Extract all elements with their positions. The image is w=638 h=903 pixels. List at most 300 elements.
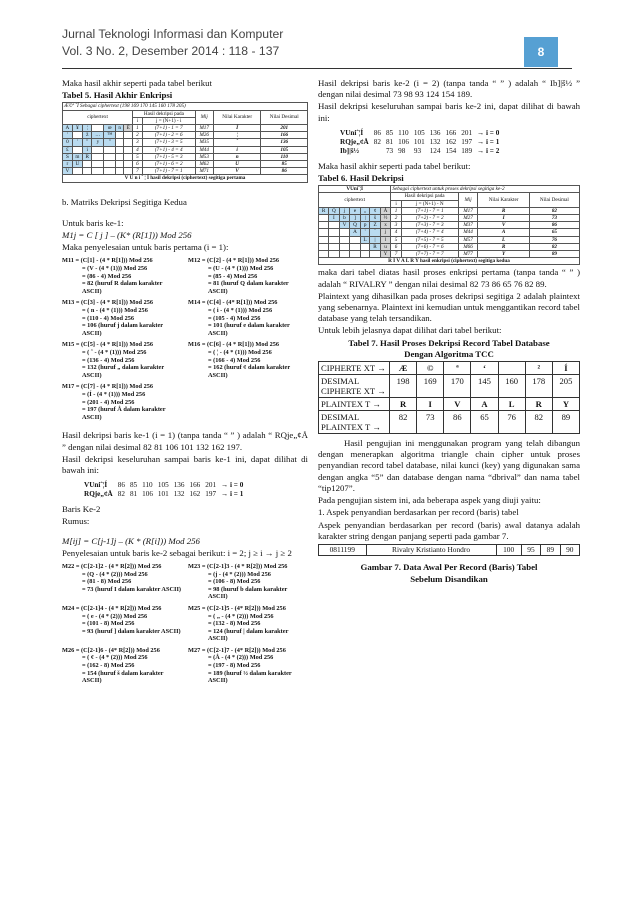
table-cell: R bbox=[525, 398, 552, 411]
sequence-cell: → i = 1 bbox=[477, 137, 500, 146]
table-cell: " bbox=[83, 139, 92, 146]
table-cell: (7+1) - 4 = 4 bbox=[142, 146, 195, 153]
table-cell: 1 bbox=[133, 125, 143, 132]
table6-head-desimal: Nilai Desimal bbox=[529, 193, 579, 207]
table6-title: Tabel 6. Hasil Dekripsi bbox=[318, 173, 404, 184]
equation-line: = 189 (huruf ½ dalam karakter ASCII) bbox=[208, 669, 292, 685]
table-cell bbox=[116, 146, 124, 153]
table-row bbox=[319, 215, 580, 222]
table-cell: r bbox=[63, 161, 73, 168]
sequence-cell: 85 bbox=[385, 128, 394, 137]
table-row bbox=[319, 362, 580, 375]
table6-head-hasil: Hasil dekripsi pada bbox=[391, 193, 458, 200]
table-cell bbox=[116, 132, 124, 139]
row1-text: Maka penyelesaian untuk baris pertama (i = 1): bbox=[62, 242, 229, 253]
table-cell: 82 bbox=[529, 207, 579, 214]
table-cell: 3 bbox=[391, 222, 401, 229]
sequence-cell: 98 bbox=[398, 146, 406, 155]
equation-line: M25 = (C[2-1]5 - (4* R[2])) Mod 256 bbox=[188, 604, 286, 612]
table-row bbox=[319, 411, 580, 434]
sequence-cell: 106 bbox=[142, 490, 153, 499]
sequence-cell: 136 bbox=[173, 481, 185, 490]
table-cell: 4 bbox=[133, 146, 143, 153]
table-cell: | bbox=[360, 215, 370, 222]
table6-foot: R I V A L R Y hasil enkripsi (ciphertext) segitiga kedua bbox=[319, 258, 580, 265]
sequence-cell: RQje„¢Å bbox=[84, 490, 113, 499]
record-cell: 89 bbox=[541, 544, 560, 555]
table-cell: S bbox=[63, 153, 73, 160]
equation-line: = (81 - 8) Mod 256 bbox=[82, 578, 132, 586]
table6-intro: Maka hasil akhir seperti pada tabel berikut: bbox=[318, 160, 471, 171]
table-cell: 5 bbox=[133, 153, 143, 160]
table-cell: 178 bbox=[525, 375, 552, 398]
sequence-row bbox=[84, 481, 248, 490]
equation-line: M15 = (C[5] - (4 * R[1])) Mod 256 bbox=[62, 341, 154, 349]
table-cell bbox=[116, 168, 124, 175]
table-cell: M35 bbox=[195, 139, 213, 146]
row2-text: Penyelesaian untuk baris ke-2 sebagai berikut: i = 2; j ≥ i → j ≥ 2 bbox=[62, 547, 292, 558]
table-cell: M57 bbox=[458, 236, 478, 243]
table-cell: 73 bbox=[529, 215, 579, 222]
row2-label: Baris Ke-2 bbox=[62, 504, 101, 515]
table-cell bbox=[339, 229, 350, 236]
table-cell: (7+1) - 7 = 1 bbox=[142, 168, 195, 175]
table-cell: M77 bbox=[458, 251, 478, 258]
journal-volume: Vol. 3 No. 2, Desember 2014 : 118 - 137 bbox=[62, 44, 280, 58]
sequence-cell: 136 bbox=[429, 128, 441, 137]
sequence-cell: 93 bbox=[413, 146, 422, 155]
table-cell: M17 bbox=[195, 125, 213, 132]
table5-head-desimal: Nilai Desimal bbox=[261, 110, 308, 124]
table-cell: ' bbox=[63, 132, 73, 139]
table-cell: (7+1) - 6 = 2 bbox=[142, 161, 195, 168]
table-cell bbox=[339, 251, 350, 258]
table-cell: V bbox=[63, 168, 73, 175]
table-cell: R bbox=[319, 207, 329, 214]
table-cell: 0 bbox=[63, 139, 73, 146]
table-cell: £ bbox=[63, 146, 73, 153]
table-row bbox=[319, 398, 580, 411]
table5-head-hasil: Hasil dekripsi pada bbox=[133, 110, 196, 117]
table-cell: A bbox=[471, 398, 498, 411]
equation-line: M26 = (C[2-1]6 - (4* R[2])) Mod 256 bbox=[62, 646, 160, 654]
table-cell: ™ bbox=[104, 132, 116, 139]
header-rule bbox=[62, 68, 572, 69]
table5-sub-j: j = (N+1) - i bbox=[142, 117, 195, 124]
table-cell: R bbox=[478, 243, 529, 250]
table-cell: PLAINTEX T → bbox=[319, 398, 390, 411]
table-cell: 82 bbox=[390, 411, 417, 434]
journal-title: Jurnal Teknologi Informasi dan Komputer bbox=[62, 27, 284, 41]
aspect-1-text: Aspek penyandian berdasarkan per record (baris) awal datanya adalah karakter string dengan panjang seperti pada gambar 7. bbox=[318, 519, 580, 541]
sequence-cell: → i = 1 bbox=[221, 490, 244, 499]
table-cell: Í bbox=[213, 125, 261, 132]
sequence-cell: 105 bbox=[413, 128, 425, 137]
table-cell: R bbox=[370, 243, 380, 250]
sequence-cell: 197 bbox=[205, 490, 217, 499]
table-row bbox=[319, 236, 580, 243]
equation-line: M16 = (C[6] - (4 * R[1])) Mod 256 bbox=[188, 341, 280, 349]
equation-line: = (132 - 8) Mod 256 bbox=[208, 620, 261, 628]
equation-line: = ( ˆ - (4 * (1))) Mod 256 bbox=[82, 348, 147, 356]
sequence-cell: 162 bbox=[189, 490, 201, 499]
table-row bbox=[319, 222, 580, 229]
table-cell: L bbox=[360, 236, 370, 243]
table-cell: 89 bbox=[529, 251, 579, 258]
equation-line: = (162 - 8) Mod 256 bbox=[82, 662, 135, 670]
row1-summary: Hasil dekripsi keseluruhan sampai baris ke-1 ini, dapat dilihat di bawah ini: bbox=[62, 453, 308, 475]
table-cell: 3 bbox=[133, 139, 143, 146]
table-cell: b bbox=[339, 215, 350, 222]
sequence-cell: 81 bbox=[385, 137, 394, 146]
table6-head-ciphertext: ciphertext bbox=[319, 193, 391, 207]
record-row bbox=[319, 544, 580, 555]
table-cell: M17 bbox=[458, 207, 478, 214]
table-cell: 205 bbox=[552, 375, 579, 398]
table5-body bbox=[63, 125, 308, 175]
table-cell: M71 bbox=[195, 168, 213, 175]
sequence-cell: 201 bbox=[461, 128, 473, 137]
table5-foot: V U n i ˆ ¦ Í hasil dekripsi (ciphertext) segitiga pertama bbox=[63, 175, 308, 182]
table-cell bbox=[104, 153, 116, 160]
table-cell bbox=[116, 161, 124, 168]
table-cell bbox=[72, 132, 82, 139]
equation-block bbox=[62, 341, 182, 379]
sequence-cell: VUniˆ¦Í bbox=[340, 128, 364, 137]
table-cell: 73 bbox=[417, 411, 444, 434]
table-row bbox=[63, 161, 308, 168]
table-cell: „ bbox=[360, 207, 370, 214]
table-cell bbox=[350, 236, 361, 243]
sequence-cell: 106 bbox=[398, 137, 409, 146]
equation-line: = (136 - 4) Mod 256 bbox=[82, 356, 135, 364]
table-cell: 136 bbox=[261, 139, 308, 146]
equation-line: = (85 - 4) Mod 256 bbox=[208, 272, 258, 280]
sequence-cell: 189 bbox=[461, 146, 473, 155]
equation-line: = 98 (huruf b dalam karakter ASCII) bbox=[208, 585, 288, 601]
row2-rumus: Rumus: bbox=[62, 516, 90, 527]
table5-head-ciphertext: ciphertext bbox=[63, 110, 133, 124]
table-row bbox=[319, 229, 580, 236]
table-cell bbox=[370, 251, 380, 258]
table-cell: 1 bbox=[391, 207, 401, 214]
table6-body bbox=[319, 207, 580, 257]
equation-block bbox=[62, 299, 182, 337]
sequence-cell: 101 bbox=[157, 490, 169, 499]
table-cell: 198 bbox=[390, 375, 417, 398]
table-row bbox=[319, 375, 580, 398]
table-row bbox=[63, 153, 308, 160]
table-cell: M62 bbox=[195, 161, 213, 168]
table-cell: 86 bbox=[529, 222, 579, 229]
equation-line: = ( ¦ - (4 * (1))) Mod 256 bbox=[208, 348, 272, 356]
table6-top-note: Sebagai ciphertext untuk proses dekripsi segitiga ke-2 bbox=[391, 186, 580, 193]
table-cell: © bbox=[417, 362, 444, 375]
table-cell bbox=[319, 236, 329, 243]
table-cell: Æ bbox=[390, 362, 417, 375]
record-cell: 95 bbox=[521, 544, 540, 555]
equation-line: = (106 - 8) Mod 256 bbox=[208, 578, 261, 586]
page-number-badge: 8 bbox=[524, 37, 558, 67]
table-cell: i bbox=[213, 146, 261, 153]
rivalry-result: maka dari tabel diatas hasil proses enkripsi pertama (tanpa tanda “ ” ) adalah “ RIVALRY ” dengan nilai desimal 82 73 86 65 76 82 89. bbox=[318, 267, 580, 289]
table7-title: Tabel 7. Hasil Proses Dekripsi Record Tabel Database Dengan Algoritma TCC bbox=[348, 337, 550, 359]
table-cell: Q bbox=[350, 222, 361, 229]
row2-result: Hasil dekripsi baris ke-2 (i = 2) (tanpa tanda “ ” ) adalah “ Ib]|š½ ” dengan nilai desimal 73 98 93 124 154 189. bbox=[318, 78, 580, 100]
table-row bbox=[319, 207, 580, 214]
equation-block bbox=[188, 605, 308, 643]
table-cell: 85 bbox=[261, 161, 308, 168]
table-cell: (7+3) - 7 = 3 bbox=[401, 222, 458, 229]
equation-block bbox=[188, 299, 308, 337]
table-cell: 105 bbox=[261, 146, 308, 153]
sequence-cell: 124 bbox=[429, 146, 441, 155]
table-cell: R bbox=[390, 398, 417, 411]
equation-block bbox=[62, 647, 182, 685]
table-row bbox=[63, 132, 308, 139]
figure7-caption: Gambar 7. Data Awal Per Record (Baris) Tabel Sebelum Disandikan bbox=[360, 562, 538, 584]
table-cell: V bbox=[213, 168, 261, 175]
sequence-row bbox=[340, 147, 504, 156]
equation-line: = ( ¢ - (4 * (2))) Mod 256 bbox=[82, 654, 148, 662]
equation-line: = 73 (huruf I dalam karakter ASCII) bbox=[82, 585, 181, 593]
table-cell: Q bbox=[329, 207, 340, 214]
sequence-row bbox=[84, 490, 248, 499]
table-cell: (7+1) - 3 = 5 bbox=[142, 139, 195, 146]
equation-line: = 197 (huruf Å dalam karakter ASCII) bbox=[82, 406, 166, 421]
table-cell: 5 bbox=[391, 236, 401, 243]
table6-top: VUniˆ¦Í bbox=[319, 186, 391, 193]
table-cell bbox=[72, 168, 82, 175]
table-cell: Y bbox=[478, 251, 529, 258]
table-cell: ª bbox=[444, 362, 471, 375]
table-cell: DESIMAL PLAINTEX T → bbox=[319, 411, 390, 434]
table-cell: 76 bbox=[529, 236, 579, 243]
equation-block bbox=[62, 257, 182, 295]
table-cell bbox=[319, 243, 329, 250]
equation-line: M22 = (C[2-1]2 - (4 * R[2])) Mod 256 bbox=[62, 562, 162, 570]
table-cell: j bbox=[380, 229, 391, 236]
equation-block bbox=[62, 563, 182, 601]
equation-line: = 162 (huruf ¢ dalam karakter ASCII) bbox=[208, 364, 291, 379]
equation-block bbox=[62, 383, 182, 421]
table-cell: 4 bbox=[391, 229, 401, 236]
equation-line: = (Å - (4 * (2))) Mod 256 bbox=[208, 654, 274, 662]
equation-line: = ( e - (4 * (2))) Mod 256 bbox=[82, 612, 148, 620]
sequence-cell: 132 bbox=[429, 137, 441, 146]
table-cell: ' bbox=[72, 139, 82, 146]
table-cell: 166 bbox=[261, 132, 308, 139]
table-cell: V bbox=[444, 398, 471, 411]
table-cell bbox=[124, 132, 133, 139]
table-cell: 201 bbox=[261, 125, 308, 132]
equation-line: = (U - (4 * (1))) Mod 256 bbox=[208, 265, 274, 273]
table-cell bbox=[92, 161, 104, 168]
table5-head-mij: Mij bbox=[195, 110, 213, 124]
table-cell bbox=[83, 168, 92, 175]
sequence-cell: 166 bbox=[445, 128, 457, 137]
record-cell: 0811199 bbox=[319, 544, 367, 555]
table-cell: ¦ bbox=[83, 125, 92, 132]
row2-summary: Hasil dekripsi keseluruhan sampai baris ke-2 ini, dapat dilihat di bawah ini: bbox=[318, 101, 580, 123]
table-cell: M44 bbox=[195, 146, 213, 153]
table-row bbox=[63, 168, 308, 175]
table-cell bbox=[104, 168, 116, 175]
table-cell: (7+6) - 7 = 6 bbox=[401, 243, 458, 250]
sequence-row bbox=[340, 138, 504, 147]
sequence-cell: 86 bbox=[117, 481, 125, 490]
equation-line: M27 = (C[2-1]7 - (4* R[2])) Mod 256 bbox=[188, 646, 286, 654]
table-cell bbox=[329, 243, 340, 250]
table-cell bbox=[319, 229, 329, 236]
aspect-1: 1. Aspek penyandian berdasarkan per record (baris) tabel bbox=[318, 507, 519, 518]
table-cell: p bbox=[360, 222, 370, 229]
table-cell: (7+2) - 7 = 2 bbox=[401, 215, 458, 222]
equation-line: = (101 - 8) Mod 256 bbox=[82, 620, 135, 628]
equation-line: = 93 (huruf ] dalam karakter ASCII) bbox=[82, 627, 181, 635]
intro-text: Maka hasil akhir seperti pada tabel berikut bbox=[62, 78, 212, 88]
equation-line: = 124 (huruf | dalam karakter ASCII) bbox=[208, 627, 289, 643]
equation-line: = 81 (huruf Q dalam karakter ASCII) bbox=[208, 280, 289, 295]
table-cell: ¢ bbox=[370, 207, 380, 214]
record-cell: 100 bbox=[496, 544, 521, 555]
table-cell: Å bbox=[380, 207, 391, 214]
table-cell: M44 bbox=[458, 229, 478, 236]
table-cell bbox=[83, 161, 92, 168]
table-cell: V bbox=[339, 222, 350, 229]
equation-line: = ( „ - (4 * (2))) Mod 256 bbox=[208, 612, 274, 620]
table-cell: ² bbox=[525, 362, 552, 375]
table-cell: ¥ bbox=[72, 125, 82, 132]
table-cell: 7 bbox=[391, 251, 401, 258]
figure7-record bbox=[318, 544, 580, 556]
table-cell bbox=[329, 236, 340, 243]
table-cell: A bbox=[63, 125, 73, 132]
table5-head-karakter: Nilai Karakter bbox=[213, 110, 261, 124]
table-cell bbox=[319, 215, 329, 222]
table-cell: Y bbox=[552, 398, 579, 411]
equation-line: M14 = (C[4] - (4* R[1])) Mod 256 bbox=[188, 299, 278, 307]
equation-line: = (Í - (4 * (1))) Mod 256 bbox=[82, 390, 146, 398]
table-cell: L bbox=[478, 236, 529, 243]
testing-aspects: Pada pengujian sistem ini, ada beberapa aspek yang diuji yaitu: bbox=[318, 495, 541, 506]
table-cell bbox=[498, 362, 525, 375]
sequence-cell: 132 bbox=[173, 490, 185, 499]
table-cell bbox=[92, 168, 104, 175]
journal-header bbox=[62, 26, 572, 60]
table-cell: e bbox=[350, 207, 361, 214]
table-cell bbox=[124, 153, 133, 160]
table-cell: DESIMAL CIPHERTE XT → bbox=[319, 375, 390, 398]
table-cell: M37 bbox=[458, 222, 478, 229]
equation-line: = (110 - 4) Mod 256 bbox=[82, 314, 135, 322]
table-cell: V bbox=[478, 222, 529, 229]
table-cell: M27 bbox=[458, 215, 478, 222]
sequence-cell: 82 bbox=[373, 137, 381, 146]
sequence-cell: → i = 0 bbox=[477, 128, 500, 137]
table-cell: ] bbox=[350, 215, 361, 222]
equation-line: = ( i - (4 * (1))) Mod 256 bbox=[208, 307, 273, 315]
sequence-cell: 201 bbox=[205, 481, 217, 490]
equation-line: = (166 - 4) Mod 256 bbox=[208, 356, 261, 364]
table-cell bbox=[339, 236, 350, 243]
equation-line: M23 = (C[2-1]3 - (4 * R[2])) Mod 256 bbox=[188, 562, 288, 570]
table-cell: M66 bbox=[458, 243, 478, 250]
table-cell: CIPHERTE XT → bbox=[319, 362, 390, 375]
table-cell bbox=[339, 243, 350, 250]
sequence-cell: 73 bbox=[385, 146, 394, 155]
left-column bbox=[62, 78, 308, 694]
table6 bbox=[318, 185, 580, 265]
equation-line: = 132 (huruf „ dalam karakter ASCII) bbox=[82, 364, 165, 379]
testing-text: Hasil pengujian ini menggunakan program yang telah dibangun dengan menerapkan algoritma triangle chain cipher untuk proses penyandian record tabel database, nilai kunci (key) yang digunakan sama dengan angka “5” dan database dengan nama “dbrival” dan nama tabel “tip1207”. bbox=[318, 438, 580, 493]
table-cell: M53 bbox=[195, 153, 213, 160]
table-cell: (7+1) - 7 = 1 bbox=[401, 207, 458, 214]
table-cell: (7+5) - 7 = 5 bbox=[401, 236, 458, 243]
table-cell: 86 bbox=[261, 168, 308, 175]
table-cell: " bbox=[104, 139, 116, 146]
table-cell: š bbox=[370, 215, 380, 222]
table-cell: L bbox=[498, 398, 525, 411]
row1-equations bbox=[62, 257, 308, 425]
sequence-cell: 82 bbox=[117, 490, 125, 499]
row2-sequence bbox=[340, 129, 504, 156]
table-cell: È bbox=[124, 125, 133, 132]
row1-sequence bbox=[84, 481, 248, 499]
equation-line: = (105 - 4) Mod 256 bbox=[208, 314, 261, 322]
table-cell: 6 bbox=[133, 161, 143, 168]
table-cell: (7+1) - 5 = 3 bbox=[142, 153, 195, 160]
table-cell: 2 bbox=[133, 132, 143, 139]
table-cell: (7+1) - 2 = 6 bbox=[142, 132, 195, 139]
table-cell bbox=[350, 243, 361, 250]
equation-line: = 106 (huruf j dalam karakter ASCII) bbox=[82, 322, 163, 337]
table-cell bbox=[124, 139, 133, 146]
table-cell: ˆ bbox=[213, 139, 261, 146]
table-cell: 89 bbox=[552, 411, 579, 434]
row1-formula: M1j = C [ j ] – (K* (R[1])) Mod 256 bbox=[62, 230, 192, 241]
table-cell: ¨ bbox=[370, 229, 380, 236]
table-cell: (7+1) - 1 = 7 bbox=[142, 125, 195, 132]
table-cell: 82 bbox=[529, 243, 579, 250]
sequence-cell: 105 bbox=[157, 481, 169, 490]
table-cell: 160 bbox=[498, 375, 525, 398]
equation-line: = 82 (huruf R dalam karakter ASCII) bbox=[82, 280, 163, 295]
equation-line: = (201 - 4) Mod 256 bbox=[82, 398, 135, 406]
table-cell bbox=[92, 125, 104, 132]
table-cell: R bbox=[478, 207, 529, 214]
equation-line: = (197 - 8) Mod 256 bbox=[208, 662, 261, 670]
sequence-row bbox=[340, 129, 504, 138]
table6-head-mij: Mij bbox=[458, 193, 478, 207]
table6-sub-j: j = (N+1) - N bbox=[401, 200, 458, 207]
table-cell: 169 bbox=[417, 375, 444, 398]
table-cell bbox=[104, 146, 116, 153]
equation-line: M17 = (C[7] - (4 * R[1])) Mod 256 bbox=[62, 383, 154, 391]
table-row bbox=[319, 243, 580, 250]
table-cell: I bbox=[478, 215, 529, 222]
sequence-cell: 110 bbox=[142, 481, 153, 490]
table-cell bbox=[92, 146, 104, 153]
table-row bbox=[63, 146, 308, 153]
table-cell: 6 bbox=[391, 243, 401, 250]
table-cell: ½ bbox=[380, 215, 391, 222]
table-cell: M26 bbox=[195, 132, 213, 139]
equation-line: = (V - (4 * (1))) Mod 256 bbox=[82, 265, 148, 273]
sequence-cell: 81 bbox=[129, 490, 138, 499]
equation-line: M11 = (C[1] - (4 * R[1])) Mod 256 bbox=[62, 257, 153, 265]
record-cell: 90 bbox=[560, 544, 579, 555]
